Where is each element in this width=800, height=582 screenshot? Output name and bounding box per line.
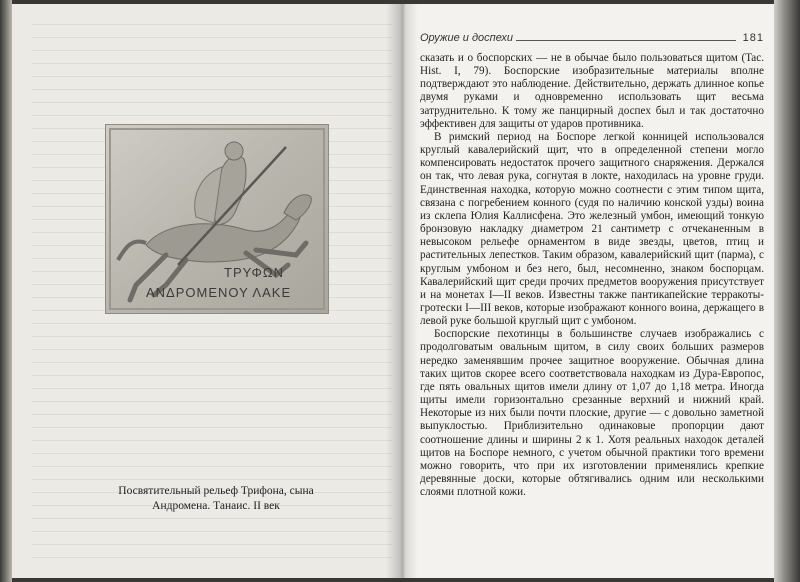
paragraph: Боспорские пехотинцы в большинстве случаев изображались с продолговатым овальным щитом, в силу своих больших размеров нередко заменявшим прочее защитное вооружение. Обычная длина таких щитов скорее всего соответствовала находкам из Дура-Европос, где пять овальных щитов имели длину от 1,07 до 1,18 метра. Иногда щиты имели горизонтально срезанные верхний и нижний край. Некоторые из них были почти плоские, другие — с довольно заметной выпуклостью. Приблизительно одинаковые пропорции дают соотношение длины и ширины 2 к 1. Хотя реальных находок деталей щитов на Боспоре немного, с учетом обычной практики того времени можно говорить, что при их изготовлении применялись крепкие деревянные доски, которые обтягивались одним или несколькими слоями плотной кожи. <box>420 328 764 499</box>
running-head-rule <box>516 40 736 41</box>
body-text <box>420 52 764 510</box>
running-head <box>420 32 764 48</box>
figure-caption: Посвятительный рельеф Трифона, сына Андромена. Танаис. II век <box>118 485 314 512</box>
book-gutter <box>386 4 418 578</box>
inscription-line-1: ΤΡΥΦΩΝ <box>224 265 285 280</box>
paragraph: сказать и о боспорских — не в обычае было пользоваться щитом (Tac. Hist. I, 79). Боспорские изобразительные материалы вполне подтверждают это наблюдение. Действительно, держать длинное копье двумя руками и одновременно использовать щит весьма затруднительно. К тому же панцирный доспех был и так достаточно эффективен для защиты от ударов противника. <box>420 52 764 130</box>
running-head-title: Оружие и доспехи <box>420 32 513 44</box>
page-number: 181 <box>742 32 764 44</box>
paragraph: В римский период на Боспоре легкой конницей использовался круглый кавалерийский щит, что в определенной степени могло компенсировать недостаток прочего защитного снаряжения. Держался он так, что левая рука, согнутая в локте, находилась на уровне груди. Единственная находка, которую можно соотнести с этим типом щита, связана с погребением конного (судя по наличию конской узды) воина из склепа Юлия Каллисфена. Это железный умбон, имеющий тонкую бронзовую накладку диаметром 21 сантиметр с отчеканенным в невысоком рельефе орнаментом в виде звезды, цветов, птиц и растительных лепестков. Таким образом, кавалерийский щит (парма), с круглым умбоном и без него, был, несомненно, знаком боспорцам. Кавалерийский щит среди прочих предметов вооружения присутствует и на монетах I—II веков. Известны также пантикапейские терракоты-гротески I—III веков, которые изображают конного воина, держащего в левой руке большой круглый щит с умбоном. <box>420 130 764 328</box>
relief-photo <box>105 124 329 314</box>
page-edge-right <box>774 0 800 582</box>
page-edge-left <box>0 0 12 582</box>
horseman-relief-image <box>106 125 328 313</box>
inscription-line-2: ΑΝΔΡΟΜΕΝΟΥ ΛΑΚΕ <box>146 285 292 300</box>
